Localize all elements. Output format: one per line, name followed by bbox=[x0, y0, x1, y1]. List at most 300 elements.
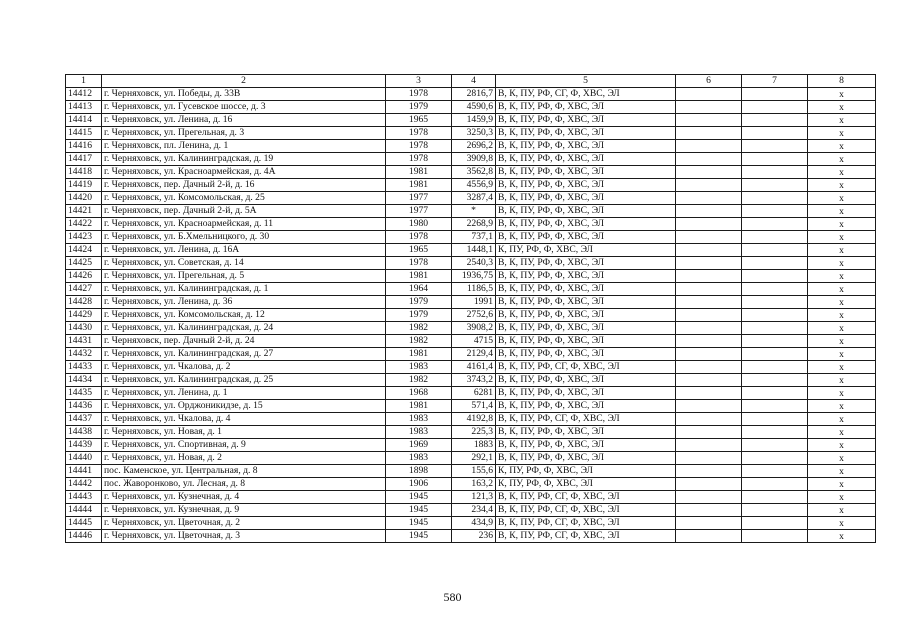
cell-area: 4192,8 bbox=[452, 413, 496, 426]
cell-row-number: 14433 bbox=[66, 361, 102, 374]
cell-col8: х bbox=[808, 426, 876, 439]
cell-col8: х bbox=[808, 517, 876, 530]
cell-address: г. Черняховск, ул. Прегельная, д. 3 bbox=[102, 127, 386, 140]
cell-col7 bbox=[742, 231, 808, 244]
cell-services: В, К, ПУ, РФ, Ф, ХВС, ЭЛ bbox=[496, 257, 676, 270]
cell-services: В, К, ПУ, РФ, Ф, ХВС, ЭЛ bbox=[496, 400, 676, 413]
cell-area: 121,3 bbox=[452, 491, 496, 504]
cell-col8: х bbox=[808, 296, 876, 309]
cell-address: г. Черняховск, ул. Ленина, д. 16 bbox=[102, 114, 386, 127]
cell-col6 bbox=[676, 439, 742, 452]
cell-row-number: 14437 bbox=[66, 413, 102, 426]
cell-row-number: 14425 bbox=[66, 257, 102, 270]
column-header: 7 bbox=[742, 75, 808, 88]
cell-services: В, К, ПУ, РФ, СГ, Ф, ХВС, ЭЛ bbox=[496, 517, 676, 530]
cell-area: 3909,8 bbox=[452, 153, 496, 166]
table-row bbox=[66, 244, 876, 257]
cell-services: В, К, ПУ, РФ, Ф, ХВС, ЭЛ bbox=[496, 348, 676, 361]
cell-year: 1969 bbox=[386, 439, 452, 452]
table-row bbox=[66, 335, 876, 348]
cell-services: В, К, ПУ, РФ, Ф, ХВС, ЭЛ bbox=[496, 439, 676, 452]
cell-year: 1945 bbox=[386, 530, 452, 543]
cell-area: 434,9 bbox=[452, 517, 496, 530]
cell-col8: х bbox=[808, 465, 876, 478]
cell-year: 1945 bbox=[386, 491, 452, 504]
cell-address: г. Черняховск, ул. Ленина, д. 16А bbox=[102, 244, 386, 257]
cell-col6 bbox=[676, 322, 742, 335]
cell-col6 bbox=[676, 413, 742, 426]
cell-year: 1983 bbox=[386, 361, 452, 374]
cell-col8: х bbox=[808, 491, 876, 504]
cell-row-number: 14415 bbox=[66, 127, 102, 140]
cell-col6 bbox=[676, 205, 742, 218]
cell-col8: х bbox=[808, 283, 876, 296]
cell-address: г. Черняховск, ул. Прегельная, д. 5 bbox=[102, 270, 386, 283]
cell-address: г. Черняховск, пер. Дачный 2-й, д. 24 bbox=[102, 335, 386, 348]
cell-address: г. Черняховск, ул. Калининградская, д. 1 bbox=[102, 283, 386, 296]
cell-col6 bbox=[676, 361, 742, 374]
cell-year: 1983 bbox=[386, 413, 452, 426]
table-row bbox=[66, 465, 876, 478]
cell-col7 bbox=[742, 400, 808, 413]
cell-address: г. Черняховск, ул. Гусевское шоссе, д. 3 bbox=[102, 101, 386, 114]
cell-col7 bbox=[742, 179, 808, 192]
cell-row-number: 14438 bbox=[66, 426, 102, 439]
column-header: 4 bbox=[452, 75, 496, 88]
cell-col7 bbox=[742, 296, 808, 309]
cell-col6 bbox=[676, 491, 742, 504]
cell-row-number: 14430 bbox=[66, 322, 102, 335]
cell-address: г. Черняховск, ул. Калининградская, д. 27 bbox=[102, 348, 386, 361]
cell-area: 1991 bbox=[452, 296, 496, 309]
cell-col8: х bbox=[808, 114, 876, 127]
cell-year: 1977 bbox=[386, 205, 452, 218]
cell-col6 bbox=[676, 426, 742, 439]
cell-address: г. Черняховск, пер. Дачный 2-й, д. 5А bbox=[102, 205, 386, 218]
cell-col6 bbox=[676, 400, 742, 413]
cell-row-number: 14419 bbox=[66, 179, 102, 192]
cell-row-number: 14413 bbox=[66, 101, 102, 114]
cell-row-number: 14432 bbox=[66, 348, 102, 361]
cell-col8: х bbox=[808, 374, 876, 387]
cell-address: г. Черняховск, ул. Кузнечная, д. 4 bbox=[102, 491, 386, 504]
table-row bbox=[66, 270, 876, 283]
table-header-row bbox=[66, 75, 876, 88]
table-row bbox=[66, 140, 876, 153]
cell-row-number: 14431 bbox=[66, 335, 102, 348]
cell-col6 bbox=[676, 101, 742, 114]
cell-col7 bbox=[742, 413, 808, 426]
cell-area: 6281 bbox=[452, 387, 496, 400]
table-row bbox=[66, 205, 876, 218]
cell-col8: х bbox=[808, 413, 876, 426]
cell-year: 1981 bbox=[386, 179, 452, 192]
cell-row-number: 14421 bbox=[66, 205, 102, 218]
cell-row-number: 14443 bbox=[66, 491, 102, 504]
cell-col8: х bbox=[808, 439, 876, 452]
cell-year: 1965 bbox=[386, 114, 452, 127]
cell-address: г. Черняховск, ул. Победы, д. 33В bbox=[102, 88, 386, 101]
cell-address: г. Черняховск, ул. Цветочная, д. 3 bbox=[102, 530, 386, 543]
cell-services: В, К, ПУ, РФ, Ф, ХВС, ЭЛ bbox=[496, 322, 676, 335]
cell-year: 1965 bbox=[386, 244, 452, 257]
cell-services: В, К, ПУ, РФ, Ф, ХВС, ЭЛ bbox=[496, 452, 676, 465]
cell-year: 1982 bbox=[386, 335, 452, 348]
cell-col7 bbox=[742, 101, 808, 114]
cell-col8: х bbox=[808, 309, 876, 322]
cell-row-number: 14440 bbox=[66, 452, 102, 465]
cell-services: В, К, ПУ, РФ, СГ, Ф, ХВС, ЭЛ bbox=[496, 504, 676, 517]
cell-col6 bbox=[676, 452, 742, 465]
cell-year: 1964 bbox=[386, 283, 452, 296]
cell-row-number: 14434 bbox=[66, 374, 102, 387]
table-row bbox=[66, 400, 876, 413]
cell-col7 bbox=[742, 335, 808, 348]
cell-col7 bbox=[742, 88, 808, 101]
cell-year: 1983 bbox=[386, 452, 452, 465]
table-row bbox=[66, 231, 876, 244]
cell-address: г. Черняховск, ул. Новая, д. 1 bbox=[102, 426, 386, 439]
cell-year: 1978 bbox=[386, 88, 452, 101]
cell-col6 bbox=[676, 166, 742, 179]
cell-services: В, К, ПУ, РФ, Ф, ХВС, ЭЛ bbox=[496, 101, 676, 114]
cell-year: 1945 bbox=[386, 504, 452, 517]
cell-col6 bbox=[676, 153, 742, 166]
cell-area: 225,3 bbox=[452, 426, 496, 439]
cell-services: В, К, ПУ, РФ, Ф, ХВС, ЭЛ bbox=[496, 166, 676, 179]
cell-col6 bbox=[676, 309, 742, 322]
cell-col6 bbox=[676, 465, 742, 478]
cell-col7 bbox=[742, 114, 808, 127]
cell-year: 1982 bbox=[386, 374, 452, 387]
cell-address: г. Черняховск, пл. Ленина, д. 1 bbox=[102, 140, 386, 153]
cell-col8: х bbox=[808, 166, 876, 179]
cell-area: 163,2 bbox=[452, 478, 496, 491]
cell-address: г. Черняховск, ул. Б.Хмельницкого, д. 30 bbox=[102, 231, 386, 244]
cell-row-number: 14441 bbox=[66, 465, 102, 478]
table-row bbox=[66, 491, 876, 504]
cell-col8: х bbox=[808, 504, 876, 517]
table-row bbox=[66, 478, 876, 491]
cell-year: 1981 bbox=[386, 400, 452, 413]
cell-col8: х bbox=[808, 322, 876, 335]
table-row bbox=[66, 153, 876, 166]
cell-col6 bbox=[676, 231, 742, 244]
cell-col6 bbox=[676, 270, 742, 283]
cell-col7 bbox=[742, 283, 808, 296]
cell-col7 bbox=[742, 166, 808, 179]
cell-services: К, ПУ, РФ, Ф, ХВС, ЭЛ bbox=[496, 465, 676, 478]
table-row bbox=[66, 348, 876, 361]
cell-year: 1979 bbox=[386, 309, 452, 322]
cell-services: В, К, ПУ, РФ, Ф, ХВС, ЭЛ bbox=[496, 192, 676, 205]
cell-address: г. Черняховск, ул. Ленина, д. 36 bbox=[102, 296, 386, 309]
cell-area: 1459,9 bbox=[452, 114, 496, 127]
cell-row-number: 14412 bbox=[66, 88, 102, 101]
table-row bbox=[66, 387, 876, 400]
cell-year: 1978 bbox=[386, 140, 452, 153]
cell-col6 bbox=[676, 88, 742, 101]
cell-row-number: 14422 bbox=[66, 218, 102, 231]
table-row bbox=[66, 374, 876, 387]
cell-col8: х bbox=[808, 231, 876, 244]
cell-col6 bbox=[676, 244, 742, 257]
cell-address: г. Черняховск, ул. Красноармейская, д. 11 bbox=[102, 218, 386, 231]
cell-area: 155,6 bbox=[452, 465, 496, 478]
cell-col8: х bbox=[808, 530, 876, 543]
cell-col7 bbox=[742, 348, 808, 361]
table-row bbox=[66, 283, 876, 296]
cell-row-number: 14420 bbox=[66, 192, 102, 205]
cell-col7 bbox=[742, 192, 808, 205]
cell-col7 bbox=[742, 309, 808, 322]
cell-area: 4590,6 bbox=[452, 101, 496, 114]
cell-area: 2696,2 bbox=[452, 140, 496, 153]
cell-address: пос. Каменское, ул. Центральная, д. 8 bbox=[102, 465, 386, 478]
cell-row-number: 14428 bbox=[66, 296, 102, 309]
cell-col7 bbox=[742, 530, 808, 543]
cell-col7 bbox=[742, 426, 808, 439]
table-row bbox=[66, 309, 876, 322]
cell-col7 bbox=[742, 127, 808, 140]
cell-area: * bbox=[452, 205, 496, 218]
cell-col7 bbox=[742, 140, 808, 153]
cell-col6 bbox=[676, 296, 742, 309]
cell-row-number: 14439 bbox=[66, 439, 102, 452]
page-number: 580 bbox=[443, 590, 462, 604]
cell-col8: х bbox=[808, 127, 876, 140]
table-row bbox=[66, 127, 876, 140]
cell-services: К, ПУ, РФ, Ф, ХВС, ЭЛ bbox=[496, 244, 676, 257]
cell-col6 bbox=[676, 335, 742, 348]
cell-address: г. Черняховск, ул. Спортивная, д. 9 bbox=[102, 439, 386, 452]
cell-year: 1981 bbox=[386, 166, 452, 179]
cell-row-number: 14429 bbox=[66, 309, 102, 322]
cell-services: В, К, ПУ, РФ, СГ, Ф, ХВС, ЭЛ bbox=[496, 530, 676, 543]
cell-col8: х bbox=[808, 244, 876, 257]
cell-col8: х bbox=[808, 192, 876, 205]
cell-col7 bbox=[742, 374, 808, 387]
cell-services: В, К, ПУ, РФ, Ф, ХВС, ЭЛ bbox=[496, 374, 676, 387]
table-row bbox=[66, 452, 876, 465]
table-row bbox=[66, 426, 876, 439]
cell-col6 bbox=[676, 478, 742, 491]
cell-address: г. Черняховск, пер. Дачный 2-й, д. 16 bbox=[102, 179, 386, 192]
column-header: 3 bbox=[386, 75, 452, 88]
cell-col8: х bbox=[808, 140, 876, 153]
cell-area: 3908,2 bbox=[452, 322, 496, 335]
cell-services: В, К, ПУ, РФ, Ф, ХВС, ЭЛ bbox=[496, 335, 676, 348]
cell-col6 bbox=[676, 114, 742, 127]
cell-col6 bbox=[676, 387, 742, 400]
cell-col7 bbox=[742, 491, 808, 504]
cell-col6 bbox=[676, 140, 742, 153]
cell-col6 bbox=[676, 504, 742, 517]
cell-area: 2540,3 bbox=[452, 257, 496, 270]
cell-col7 bbox=[742, 465, 808, 478]
table-row bbox=[66, 322, 876, 335]
cell-col8: х bbox=[808, 88, 876, 101]
cell-year: 1898 bbox=[386, 465, 452, 478]
cell-area: 2816,7 bbox=[452, 88, 496, 101]
cell-row-number: 14442 bbox=[66, 478, 102, 491]
cell-year: 1968 bbox=[386, 387, 452, 400]
cell-col7 bbox=[742, 504, 808, 517]
cell-address: г. Черняховск, ул. Орджоникидзе, д. 15 bbox=[102, 400, 386, 413]
cell-col8: х bbox=[808, 101, 876, 114]
cell-address: г. Черняховск, ул. Кузнечная, д. 9 bbox=[102, 504, 386, 517]
cell-col7 bbox=[742, 218, 808, 231]
cell-year: 1979 bbox=[386, 101, 452, 114]
cell-col8: х bbox=[808, 452, 876, 465]
cell-year: 1978 bbox=[386, 231, 452, 244]
cell-col8: х bbox=[808, 387, 876, 400]
cell-col6 bbox=[676, 348, 742, 361]
cell-year: 1978 bbox=[386, 153, 452, 166]
cell-services: В, К, ПУ, РФ, Ф, ХВС, ЭЛ bbox=[496, 283, 676, 296]
cell-row-number: 14444 bbox=[66, 504, 102, 517]
table-row bbox=[66, 413, 876, 426]
cell-services: В, К, ПУ, РФ, СГ, Ф, ХВС, ЭЛ bbox=[496, 88, 676, 101]
cell-col7 bbox=[742, 257, 808, 270]
cell-col7 bbox=[742, 153, 808, 166]
cell-area: 292,1 bbox=[452, 452, 496, 465]
table-row bbox=[66, 88, 876, 101]
table-row bbox=[66, 218, 876, 231]
cell-col7 bbox=[742, 478, 808, 491]
cell-area: 4161,4 bbox=[452, 361, 496, 374]
cell-services: В, К, ПУ, РФ, СГ, Ф, ХВС, ЭЛ bbox=[496, 413, 676, 426]
cell-year: 1906 bbox=[386, 478, 452, 491]
cell-row-number: 14414 bbox=[66, 114, 102, 127]
table-row bbox=[66, 257, 876, 270]
cell-area: 571,4 bbox=[452, 400, 496, 413]
cell-services: В, К, ПУ, РФ, Ф, ХВС, ЭЛ bbox=[496, 296, 676, 309]
table-row bbox=[66, 530, 876, 543]
cell-area: 1448,1 bbox=[452, 244, 496, 257]
cell-col8: х bbox=[808, 348, 876, 361]
cell-year: 1981 bbox=[386, 348, 452, 361]
column-header: 5 bbox=[496, 75, 676, 88]
cell-row-number: 14427 bbox=[66, 283, 102, 296]
cell-col6 bbox=[676, 179, 742, 192]
table-row bbox=[66, 101, 876, 114]
cell-col7 bbox=[742, 387, 808, 400]
cell-services: В, К, ПУ, РФ, Ф, ХВС, ЭЛ bbox=[496, 426, 676, 439]
cell-area: 3287,4 bbox=[452, 192, 496, 205]
cell-col8: х bbox=[808, 218, 876, 231]
cell-area: 3743,2 bbox=[452, 374, 496, 387]
cell-year: 1982 bbox=[386, 322, 452, 335]
cell-services: В, К, ПУ, РФ, Ф, ХВС, ЭЛ bbox=[496, 387, 676, 400]
cell-services: В, К, ПУ, РФ, СГ, Ф, ХВС, ЭЛ bbox=[496, 361, 676, 374]
cell-col6 bbox=[676, 530, 742, 543]
cell-address: г. Черняховск, ул. Ленина, д. 1 bbox=[102, 387, 386, 400]
cell-col7 bbox=[742, 270, 808, 283]
cell-col8: х bbox=[808, 205, 876, 218]
cell-row-number: 14417 bbox=[66, 153, 102, 166]
cell-area: 1186,5 bbox=[452, 283, 496, 296]
cell-area: 1936,75 bbox=[452, 270, 496, 283]
cell-year: 1978 bbox=[386, 257, 452, 270]
table-row bbox=[66, 166, 876, 179]
cell-services: В, К, ПУ, РФ, Ф, ХВС, ЭЛ bbox=[496, 153, 676, 166]
cell-year: 1978 bbox=[386, 127, 452, 140]
cell-area: 4556,9 bbox=[452, 179, 496, 192]
cell-area: 4715 bbox=[452, 335, 496, 348]
cell-services: В, К, ПУ, РФ, Ф, ХВС, ЭЛ bbox=[496, 218, 676, 231]
cell-area: 3562,8 bbox=[452, 166, 496, 179]
cell-year: 1945 bbox=[386, 517, 452, 530]
cell-services: В, К, ПУ, РФ, Ф, ХВС, ЭЛ bbox=[496, 309, 676, 322]
cell-col7 bbox=[742, 244, 808, 257]
cell-area: 234,4 bbox=[452, 504, 496, 517]
table-row bbox=[66, 504, 876, 517]
cell-services: К, ПУ, РФ, Ф, ХВС, ЭЛ bbox=[496, 478, 676, 491]
cell-col6 bbox=[676, 192, 742, 205]
column-header: 8 bbox=[808, 75, 876, 88]
cell-address: г. Черняховск, ул. Чкалова, д. 2 bbox=[102, 361, 386, 374]
cell-col7 bbox=[742, 439, 808, 452]
cell-row-number: 14436 bbox=[66, 400, 102, 413]
column-header: 1 bbox=[66, 75, 102, 88]
cell-services: В, К, ПУ, РФ, Ф, ХВС, ЭЛ bbox=[496, 179, 676, 192]
cell-address: г. Черняховск, ул. Чкалова, д. 4 bbox=[102, 413, 386, 426]
cell-col6 bbox=[676, 127, 742, 140]
cell-area: 2752,6 bbox=[452, 309, 496, 322]
cell-col6 bbox=[676, 374, 742, 387]
column-header: 2 bbox=[102, 75, 386, 88]
cell-area: 3250,3 bbox=[452, 127, 496, 140]
cell-services: В, К, ПУ, РФ, Ф, ХВС, ЭЛ bbox=[496, 140, 676, 153]
cell-services: В, К, ПУ, РФ, Ф, ХВС, ЭЛ bbox=[496, 205, 676, 218]
cell-services: В, К, ПУ, РФ, Ф, ХВС, ЭЛ bbox=[496, 231, 676, 244]
cell-row-number: 14416 bbox=[66, 140, 102, 153]
cell-year: 1979 bbox=[386, 296, 452, 309]
housing-registry-table bbox=[65, 74, 876, 543]
cell-col8: х bbox=[808, 257, 876, 270]
cell-col8: х bbox=[808, 153, 876, 166]
cell-address: г. Черняховск, ул. Красноармейская, д. 4А bbox=[102, 166, 386, 179]
cell-col8: х bbox=[808, 400, 876, 413]
table-row bbox=[66, 192, 876, 205]
cell-year: 1977 bbox=[386, 192, 452, 205]
cell-col8: х bbox=[808, 478, 876, 491]
cell-row-number: 14435 bbox=[66, 387, 102, 400]
cell-services: В, К, ПУ, РФ, Ф, ХВС, ЭЛ bbox=[496, 114, 676, 127]
cell-col7 bbox=[742, 452, 808, 465]
cell-col8: х bbox=[808, 335, 876, 348]
cell-row-number: 14418 bbox=[66, 166, 102, 179]
cell-col6 bbox=[676, 283, 742, 296]
cell-col7 bbox=[742, 205, 808, 218]
table-row bbox=[66, 179, 876, 192]
cell-col6 bbox=[676, 517, 742, 530]
cell-address: г. Черняховск, ул. Калининградская, д. 19 bbox=[102, 153, 386, 166]
cell-year: 1983 bbox=[386, 426, 452, 439]
cell-area: 2129,4 bbox=[452, 348, 496, 361]
column-header: 6 bbox=[676, 75, 742, 88]
cell-area: 236 bbox=[452, 530, 496, 543]
cell-row-number: 14423 bbox=[66, 231, 102, 244]
cell-col7 bbox=[742, 361, 808, 374]
cell-services: В, К, ПУ, РФ, Ф, ХВС, ЭЛ bbox=[496, 127, 676, 140]
cell-year: 1981 bbox=[386, 270, 452, 283]
cell-row-number: 14446 bbox=[66, 530, 102, 543]
cell-col8: х bbox=[808, 179, 876, 192]
cell-area: 1883 bbox=[452, 439, 496, 452]
cell-area: 2268,9 bbox=[452, 218, 496, 231]
